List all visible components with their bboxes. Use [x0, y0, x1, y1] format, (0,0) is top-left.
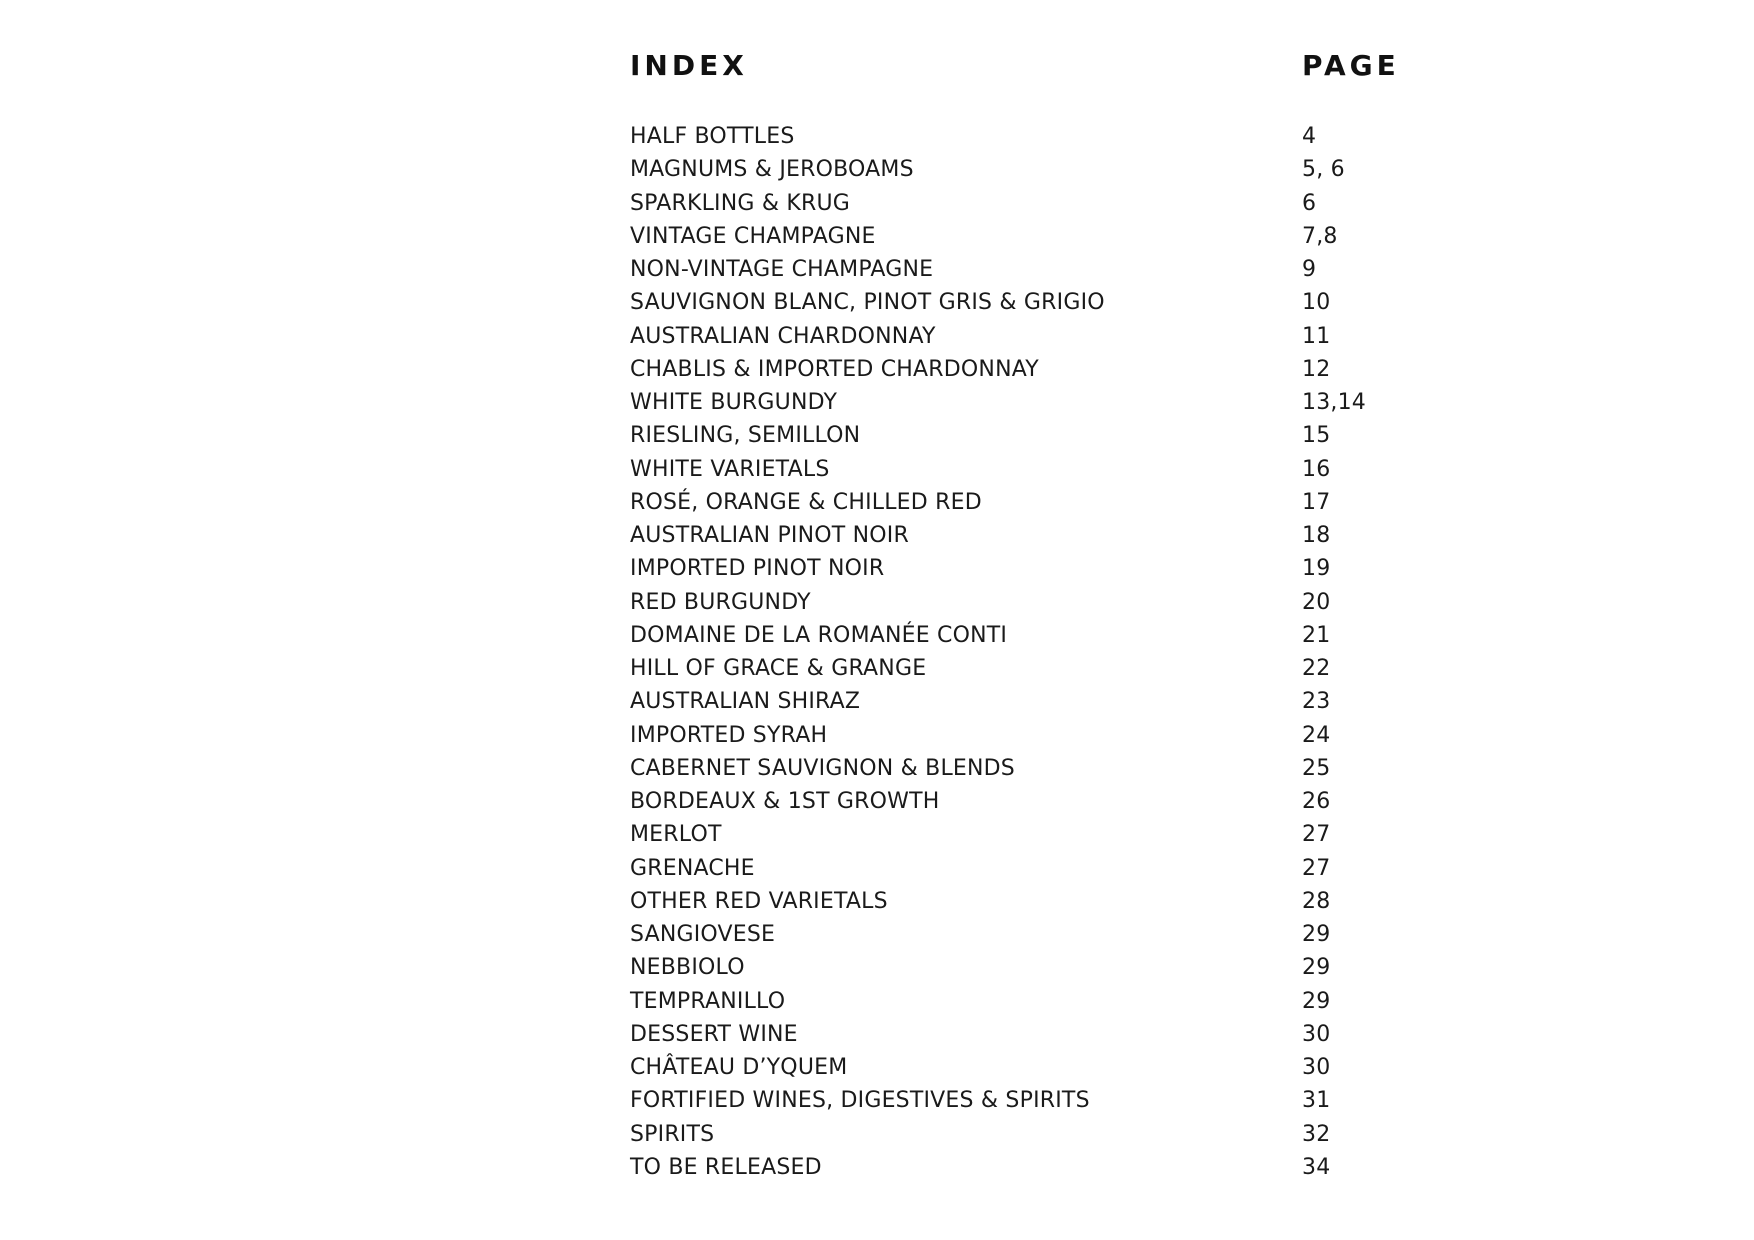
- index-entry-title: SAUVIGNON BLANC, PINOT GRIS & GRIGIO: [630, 290, 1105, 316]
- index-entry-title: CHABLIS & IMPORTED CHARDONNAY: [630, 356, 1039, 382]
- index-heading: INDEX: [630, 49, 748, 82]
- index-entries-list: [630, 120, 1390, 1184]
- index-entry-title: TEMPRANILLO: [630, 988, 786, 1014]
- index-entry-page: 16: [1302, 456, 1331, 482]
- index-entry-title: MAGNUMS & JEROBOAMS: [630, 157, 914, 183]
- index-entry-title: AUSTRALIAN CHARDONNAY: [630, 323, 936, 349]
- index-entry: [630, 852, 1390, 885]
- index-entry: [630, 552, 1390, 585]
- index-entry: [630, 220, 1390, 253]
- index-entry-title: WHITE VARIETALS: [630, 456, 830, 482]
- index-entry-page: 13,14: [1302, 390, 1366, 415]
- index-entry: [630, 153, 1390, 186]
- index-entry: [630, 519, 1390, 552]
- index-entry-page: 21: [1302, 622, 1331, 648]
- index-entry-title: BORDEAUX & 1ST GROWTH: [630, 789, 940, 814]
- index-entry: [630, 187, 1390, 220]
- index-entry-title: NEBBIOLO: [630, 955, 745, 981]
- index-entry-page: 12: [1302, 356, 1331, 382]
- page-heading: PAGE: [1302, 49, 1400, 82]
- index-entry-title: WHITE BURGUNDY: [630, 390, 838, 415]
- index-entry: [630, 918, 1390, 951]
- index-entry: [630, 453, 1390, 486]
- index-entry-page: 19: [1302, 556, 1331, 582]
- index-entry-title: MERLOT: [630, 822, 722, 848]
- index-entry-title: AUSTRALIAN PINOT NOIR: [630, 523, 909, 548]
- index-entry-page: 9: [1302, 257, 1317, 282]
- index-entry: [630, 652, 1390, 685]
- index-entry-page: 29: [1302, 922, 1331, 947]
- index-entry-title: SANGIOVESE: [630, 922, 776, 947]
- index-entry-page: 18: [1302, 523, 1331, 548]
- index-entry: [630, 719, 1390, 752]
- index-entry: [630, 985, 1390, 1018]
- index-entry-page: 28: [1302, 888, 1331, 914]
- index-entry: [630, 1018, 1390, 1051]
- index-entry: [630, 253, 1390, 286]
- index-entry-page: 27: [1302, 855, 1331, 881]
- index-entry-page: 29: [1302, 988, 1331, 1014]
- index-entry: [630, 752, 1390, 785]
- index-entry: [630, 685, 1390, 718]
- index-entry-title: CHÂTEAU D’YQUEM: [630, 1055, 848, 1080]
- index-entry-page: 6: [1302, 190, 1317, 216]
- index-entry-page: 7,8: [1302, 223, 1338, 249]
- index-header: [630, 46, 1400, 86]
- index-entry: [630, 586, 1390, 619]
- index-entry-title: IMPORTED SYRAH: [630, 722, 828, 748]
- index-entry: [630, 885, 1390, 918]
- index-entry: [630, 785, 1390, 818]
- index-entry-title: SPIRITS: [630, 1121, 715, 1147]
- index-entry-title: ROSÉ, ORANGE & CHILLED RED: [630, 489, 982, 515]
- index-entry: [630, 486, 1390, 519]
- index-entry-title: DOMAINE DE LA ROMANÉE CONTI: [630, 622, 1008, 648]
- index-entry-page: 11: [1302, 323, 1331, 349]
- index-entry-page: 5, 6: [1302, 157, 1345, 183]
- index-entry-title: HALF BOTTLES: [630, 124, 795, 149]
- index-entry: [630, 1051, 1390, 1084]
- index-entry-page: 4: [1302, 124, 1317, 149]
- index-entry-title: GRENACHE: [630, 855, 755, 881]
- index-entry: [630, 1084, 1390, 1117]
- index-entry: [630, 286, 1390, 319]
- index-entry-page: 20: [1302, 589, 1331, 615]
- index-entry-title: SPARKLING & KRUG: [630, 190, 851, 216]
- index-entry-page: 27: [1302, 822, 1331, 848]
- index-entry-page: 10: [1302, 290, 1331, 316]
- index-entry-title: FORTIFIED WINES, DIGESTIVES & SPIRITS: [630, 1088, 1090, 1114]
- index-entry-title: VINTAGE CHAMPAGNE: [630, 223, 876, 249]
- index-entry-title: RIESLING, SEMILLON: [630, 423, 861, 449]
- index-entry-page: 26: [1302, 789, 1331, 814]
- index-entry-title: IMPORTED PINOT NOIR: [630, 556, 885, 582]
- index-entry: [630, 951, 1390, 984]
- index-entry: [630, 419, 1390, 452]
- index-entry-page: 29: [1302, 955, 1331, 981]
- index-entry-title: AUSTRALIAN SHIRAZ: [630, 689, 861, 715]
- index-entry-title: DESSERT WINE: [630, 1021, 798, 1047]
- index-entry-page: 15: [1302, 423, 1331, 449]
- index-entry-title: RED BURGUNDY: [630, 589, 811, 615]
- index-entry: [630, 1118, 1390, 1151]
- index-entry-title: CABERNET SAUVIGNON & BLENDS: [630, 755, 1015, 781]
- index-entry: [630, 619, 1390, 652]
- index-entry-title: HILL OF GRACE & GRANGE: [630, 656, 927, 681]
- index-entry-page: 23: [1302, 689, 1331, 715]
- index-entry-page: 34: [1302, 1154, 1331, 1180]
- index-entry: [630, 386, 1390, 419]
- index-entry: [630, 353, 1390, 386]
- index-entry-page: 31: [1302, 1088, 1331, 1114]
- index-entry: [630, 818, 1390, 851]
- index-entry-title: NON-VINTAGE CHAMPAGNE: [630, 257, 934, 282]
- index-entry: [630, 1151, 1390, 1184]
- index-entry-title: TO BE RELEASED: [630, 1154, 822, 1180]
- index-entry-page: 17: [1302, 489, 1331, 515]
- index-entry: [630, 120, 1390, 153]
- index-entry-page: 24: [1302, 722, 1331, 748]
- index-entry-page: 25: [1302, 755, 1331, 781]
- index-entry-page: 30: [1302, 1055, 1331, 1080]
- index-entry-title: OTHER RED VARIETALS: [630, 888, 888, 914]
- index-entry-page: 32: [1302, 1121, 1331, 1147]
- index-entry-page: 22: [1302, 656, 1331, 681]
- index-entry-page: 30: [1302, 1021, 1331, 1047]
- index-entry: [630, 320, 1390, 353]
